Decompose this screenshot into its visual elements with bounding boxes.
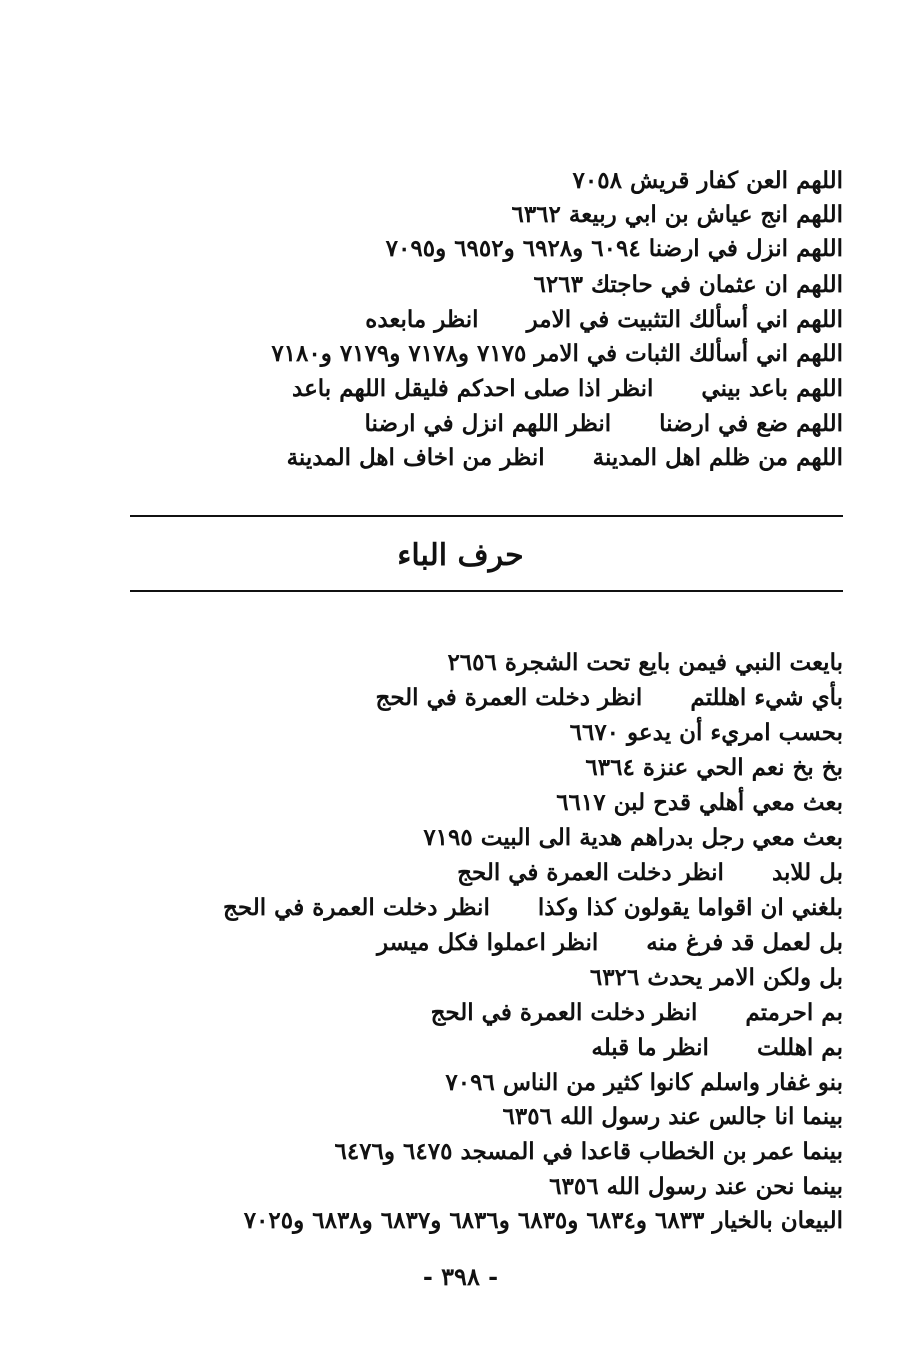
entry-text: بينما انا جالس عند رسول الله ٦٣٥٦: [502, 1103, 843, 1130]
top-entry: [365, 409, 844, 439]
entry-text: بلغني ان اقواما يقولون كذا وكذا: [537, 894, 843, 921]
section-heading: حرف الباء: [397, 538, 524, 573]
entry-text: اللهم اني أسألك التثبيت في الامر: [526, 306, 843, 333]
entry-text: بينما عمر بن الخطاب قاعدا في المسجد ٦٤٧٥ و٦٤٧٦: [334, 1138, 843, 1165]
entry-text: اللهم اني أسألك الثبات في الامر ٧١٧٥ و٧١٧٨ و٧١٧٩ و٧١٨٠: [271, 340, 843, 367]
entry-text: اللهم انج عياش بن ابي ربيعة ٦٣٦٢: [511, 201, 843, 228]
entry-text: بنو غفار واسلم كانوا كثير من الناس ٧٠٩٦: [445, 1069, 843, 1096]
entry-text: اللهم من ظلم اهل المدينة: [592, 444, 843, 471]
top-entry: [386, 234, 843, 264]
entry-text: البيعان بالخيار ٦٨٣٣ و٦٨٣٤ و٦٨٣٥ و٦٨٣٦ و٦٨٣٧ و٦٨٣٨ و٧٠٢٥: [243, 1207, 843, 1234]
top-entry: [365, 305, 843, 335]
top-entry: [534, 270, 843, 300]
ba-entry: [431, 998, 843, 1028]
entry-ref: انظر مابعده: [365, 306, 479, 333]
ba-entry: [591, 1033, 843, 1063]
top-entry: [573, 166, 843, 196]
ba-entry: [375, 683, 843, 713]
ba-entry: [223, 893, 843, 923]
entry-ref: انظر اعملوا فكل ميسر: [376, 929, 599, 956]
entry-text: اللهم ان عثمان في حاجتك ٦٢٦٣: [533, 271, 843, 298]
ba-entry: [570, 718, 843, 748]
top-entry: [511, 200, 843, 230]
top-entry: [292, 374, 843, 404]
entry-text: بايعت النبي فيمن بايع تحت الشجرة ٢٦٥٦: [447, 649, 843, 676]
page-number: - ٣٩٨ -: [422, 1262, 499, 1291]
entry-text: بل ولكن الامر يحدث ٦٣٢٦: [589, 964, 843, 991]
entry-text: بم اهللت: [756, 1034, 843, 1061]
ba-entry: [377, 928, 843, 958]
entry-ref: انظر اللهم انزل في ارضنا: [364, 410, 612, 437]
ba-entry: [556, 788, 843, 818]
entry-ref: انظر دخلت العمرة في الحج: [457, 859, 724, 886]
bottom-divider: [130, 590, 843, 592]
ba-entry: [423, 823, 843, 853]
entry-text: بعث معي رجل بدراهم هدية الى البيت ٧١٩٥: [423, 824, 843, 851]
entry-ref: انظر من اخاف اهل المدينة: [286, 444, 545, 471]
entry-ref: انظر ما قبله: [591, 1034, 709, 1061]
ba-entry: [447, 648, 843, 678]
ba-entry: [335, 1137, 844, 1167]
entry-text: اللهم العن كفار قريش ٧٠٥٨: [572, 167, 843, 194]
ba-entry: [585, 753, 843, 783]
entry-text: بينما نحن عند رسول الله ٦٣٥٦: [549, 1173, 843, 1200]
top-entry: [271, 339, 843, 369]
entry-ref: انظر دخلت العمرة في الحج: [375, 684, 643, 711]
top-divider: [130, 515, 843, 517]
entry-text: اللهم باعد بيني: [701, 375, 843, 402]
ba-entry: [457, 858, 843, 888]
ba-entry: [549, 1172, 843, 1202]
entry-ref: انظر دخلت العمرة في الحج: [430, 999, 698, 1026]
ba-entry: [445, 1068, 843, 1098]
entry-ref: انظر اذا صلى احدكم فليقل اللهم باعد: [292, 375, 654, 402]
entry-text: بم احرمتم: [745, 999, 843, 1026]
entry-text: بخ بخ نعم الحي عنزة ٦٣٦٤: [585, 754, 843, 781]
ba-entry: [503, 1102, 843, 1132]
top-entry: [287, 443, 843, 473]
entry-text: بأي شيء اهللتم: [690, 684, 843, 711]
entry-text: اللهم ضع في ارضنا: [659, 410, 843, 437]
entry-text: بحسب امريء أن يدعو ٦٦٧٠: [569, 719, 843, 746]
entry-text: بل لعمل قد فرغ منه: [646, 929, 843, 956]
ba-entry: [244, 1206, 843, 1236]
entry-ref: انظر دخلت العمرة في الحج: [223, 894, 490, 921]
entry-text: بل للابد: [771, 859, 843, 886]
ba-entry: [590, 963, 843, 993]
entry-text: اللهم انزل في ارضنا ٦٠٩٤ و٦٩٢٨ و٦٩٥٢ و٧٠٩٥: [385, 235, 843, 262]
entry-text: بعث معي أهلي قدح لبن ٦٦١٧: [556, 789, 843, 816]
